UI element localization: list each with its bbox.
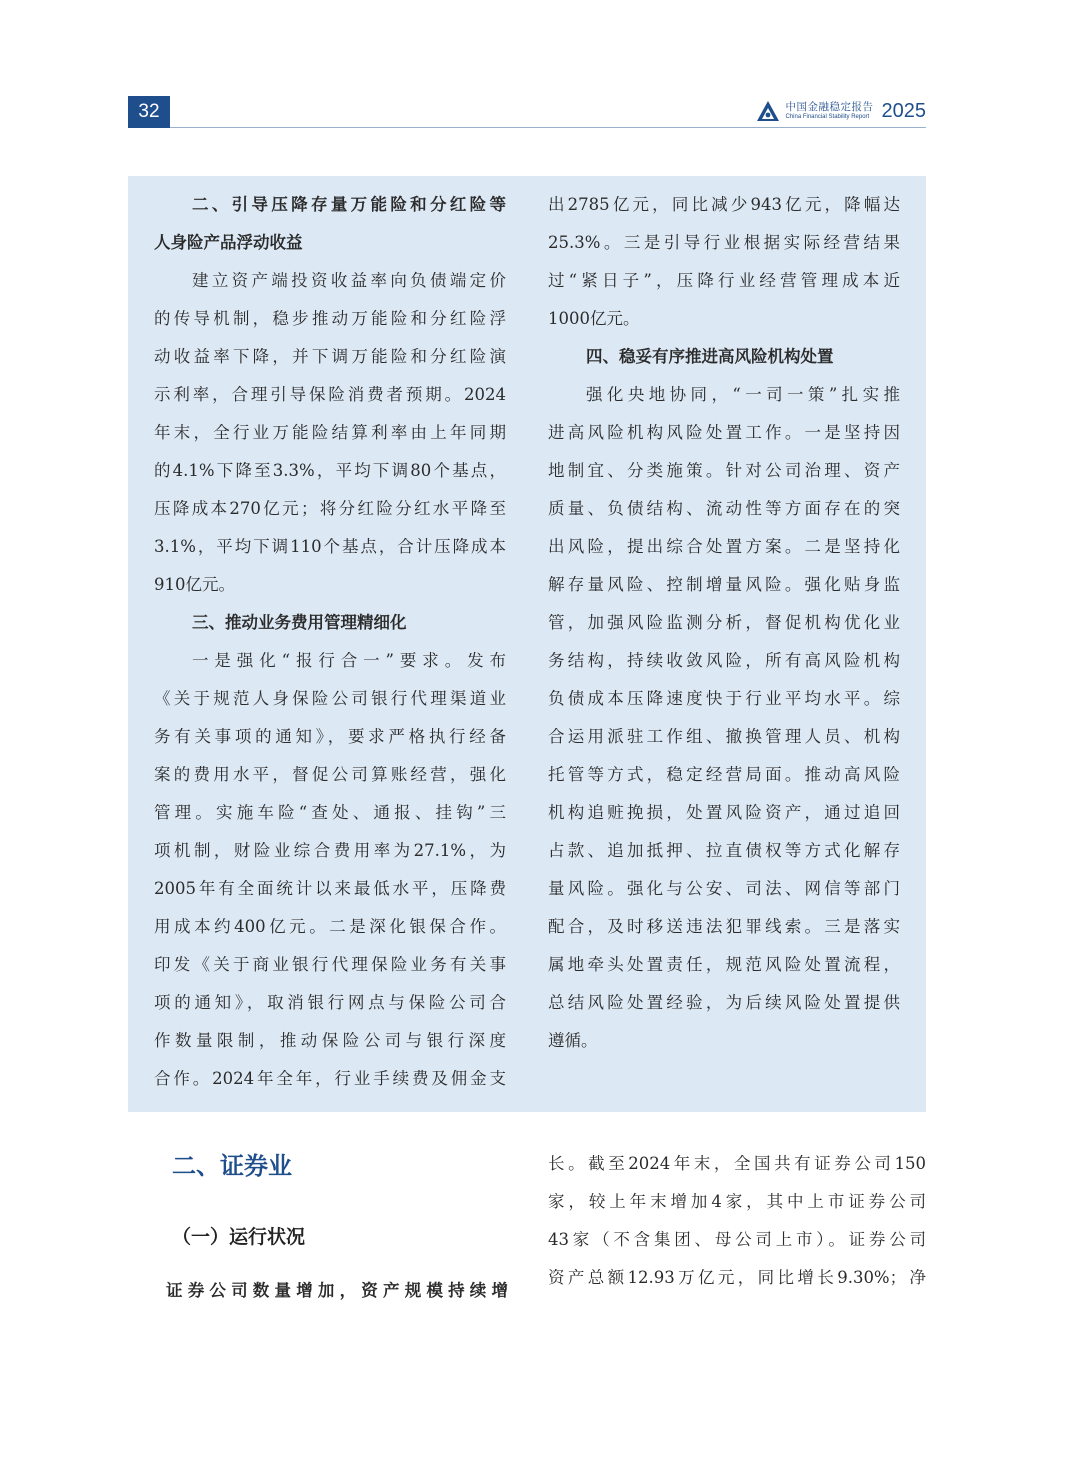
text-line: 务结构，持续收敛风险，所有高风险机构 [548,651,900,670]
text-line: 动收益率下降，并下调万能险和分红险演 [154,347,506,366]
text-line: 托管等方式，稳定经营局面。推动高风险 [548,765,900,784]
brand-title-cn: 中国金融稳定报告 [785,100,874,113]
text-line: 合作。2024年全年，行业手续费及佣金支 [154,1069,506,1088]
text-line: 务有关事项的通知》，要求严格执行经备 [154,727,506,746]
text-line: 管，加强风险监测分析，督促机构优化业 [548,613,900,632]
subsection-title: （一）运行状况 [172,1226,306,1248]
lead-sentence: 证券公司数量增加，资产规模持续增 [166,1281,508,1300]
box-heading-3: 三、推动业务费用管理精细化 [192,613,407,632]
text-line: 量风险。强化与公安、司法、网信等部门 [548,879,900,898]
report-logo-icon [756,100,780,122]
text-line: 长。截至2024年末，全国共有证券公司150 [548,1154,926,1173]
text-line: 过“紧日子”，压降行业经营管理成本近 [548,271,900,290]
text-line: 建立资产端投资收益率向负债端定价 [192,271,506,290]
text-line: 总结风险处置经验，为后续风险处置提供 [548,993,900,1012]
section-title: 二、证券业 [172,1152,292,1180]
box-heading-4: 四、稳妥有序推进高风险机构处置 [586,347,834,366]
text-line: 负债成本压降速度快于行业平均水平。综 [548,689,900,708]
text-line: 进高风险机构风险处置工作。一是坚持因 [548,423,900,442]
text-line: 用成本约400亿元。二是深化银保合作。 [154,917,506,936]
text-line: 3.1%，平均下调110个基点，合计压降成本 [154,537,506,556]
text-line: 项机制，财险业综合费用率为27.1%，为 [154,841,506,860]
text-line: 属地牵头处置责任，规范风险处置流程， [548,955,900,974]
page-number: 32 [128,96,170,128]
box-right-column [548,186,900,1060]
text-line: 合运用派驻工作组、撤换管理人员、机构 [548,727,900,746]
text-line: 管理。实施车险“查处、通报、挂钩”三 [154,803,506,822]
text-line: 遵循。 [548,1031,598,1050]
text-line: 910亿元。 [154,575,235,594]
text-line: 2005年有全面统计以来最低水平，压降费 [154,879,506,898]
box-heading-2-cont: 人身险产品浮动收益 [154,233,303,252]
text-line: 地制宜、分类施策。针对公司治理、资产 [548,461,900,480]
brand-title-en: China Financial Stability Report [785,114,870,121]
text-line: 压降成本270亿元；将分红险分红水平降至 [154,499,506,518]
text-line: 《关于规范人身保险公司银行代理渠道业 [154,689,506,708]
text-line: 的传导机制，稳步推动万能险和分红险浮 [154,309,506,328]
report-brand [756,96,927,126]
text-line: 家，较上年末增加4家，其中上市证券公司 [548,1192,926,1211]
brand-year: 2025 [881,99,926,122]
text-line: 印发《关于商业银行代理保险业务有关事 [154,955,506,974]
text-line: 强化央地协同，“一司一策”扎实推 [586,385,900,404]
text-line: 项的通知》，取消银行网点与保险公司合 [154,993,506,1012]
text-line: 一是强化“报行合一”要求。发布 [192,651,506,670]
text-line: 配合，及时移送违法犯罪线索。三是落实 [548,917,900,936]
text-line: 占款、追加抵押、拉直债权等方式化解存 [548,841,900,860]
box-left-column [154,186,506,1098]
text-line: 的4.1%下降至3.3%，平均下调80个基点， [154,461,506,480]
text-line: 1000亿元。 [548,309,640,328]
insurance-measures-box [128,176,926,1112]
brand-text [786,102,874,121]
text-line: 作数量限制，推动保险公司与银行深度 [154,1031,506,1050]
text-line: 示利率，合理引导保险消费者预期。2024 [154,385,506,404]
text-line: 资产总额12.93万亿元，同比增长9.30%；净 [548,1268,926,1287]
text-line: 年末，全行业万能险结算利率由上年同期 [154,423,506,442]
text-line: 解存量风险、控制增量风险。强化贴身监 [548,575,900,594]
text-line: 43家（不含集团、母公司上市）。证券公司 [548,1230,926,1249]
text-line: 出2785亿元，同比减少943亿元，降幅达 [548,195,900,214]
text-line: 出风险，提出综合处置方案。二是坚持化 [548,537,900,556]
box-heading-2: 二、引导压降存量万能险和分红险等 [192,195,506,214]
text-line: 25.3%。三是引导行业根据实际经营结果 [548,233,900,252]
text-line: 案的费用水平，督促公司算账经营，强化 [154,765,506,784]
header-rule [170,127,926,128]
text-line: 机构追赃挽损，处置风险资产，通过追回 [548,803,900,822]
text-line: 质量、负债结构、流动性等方面存在的突 [548,499,900,518]
section-right-column [548,1145,926,1297]
